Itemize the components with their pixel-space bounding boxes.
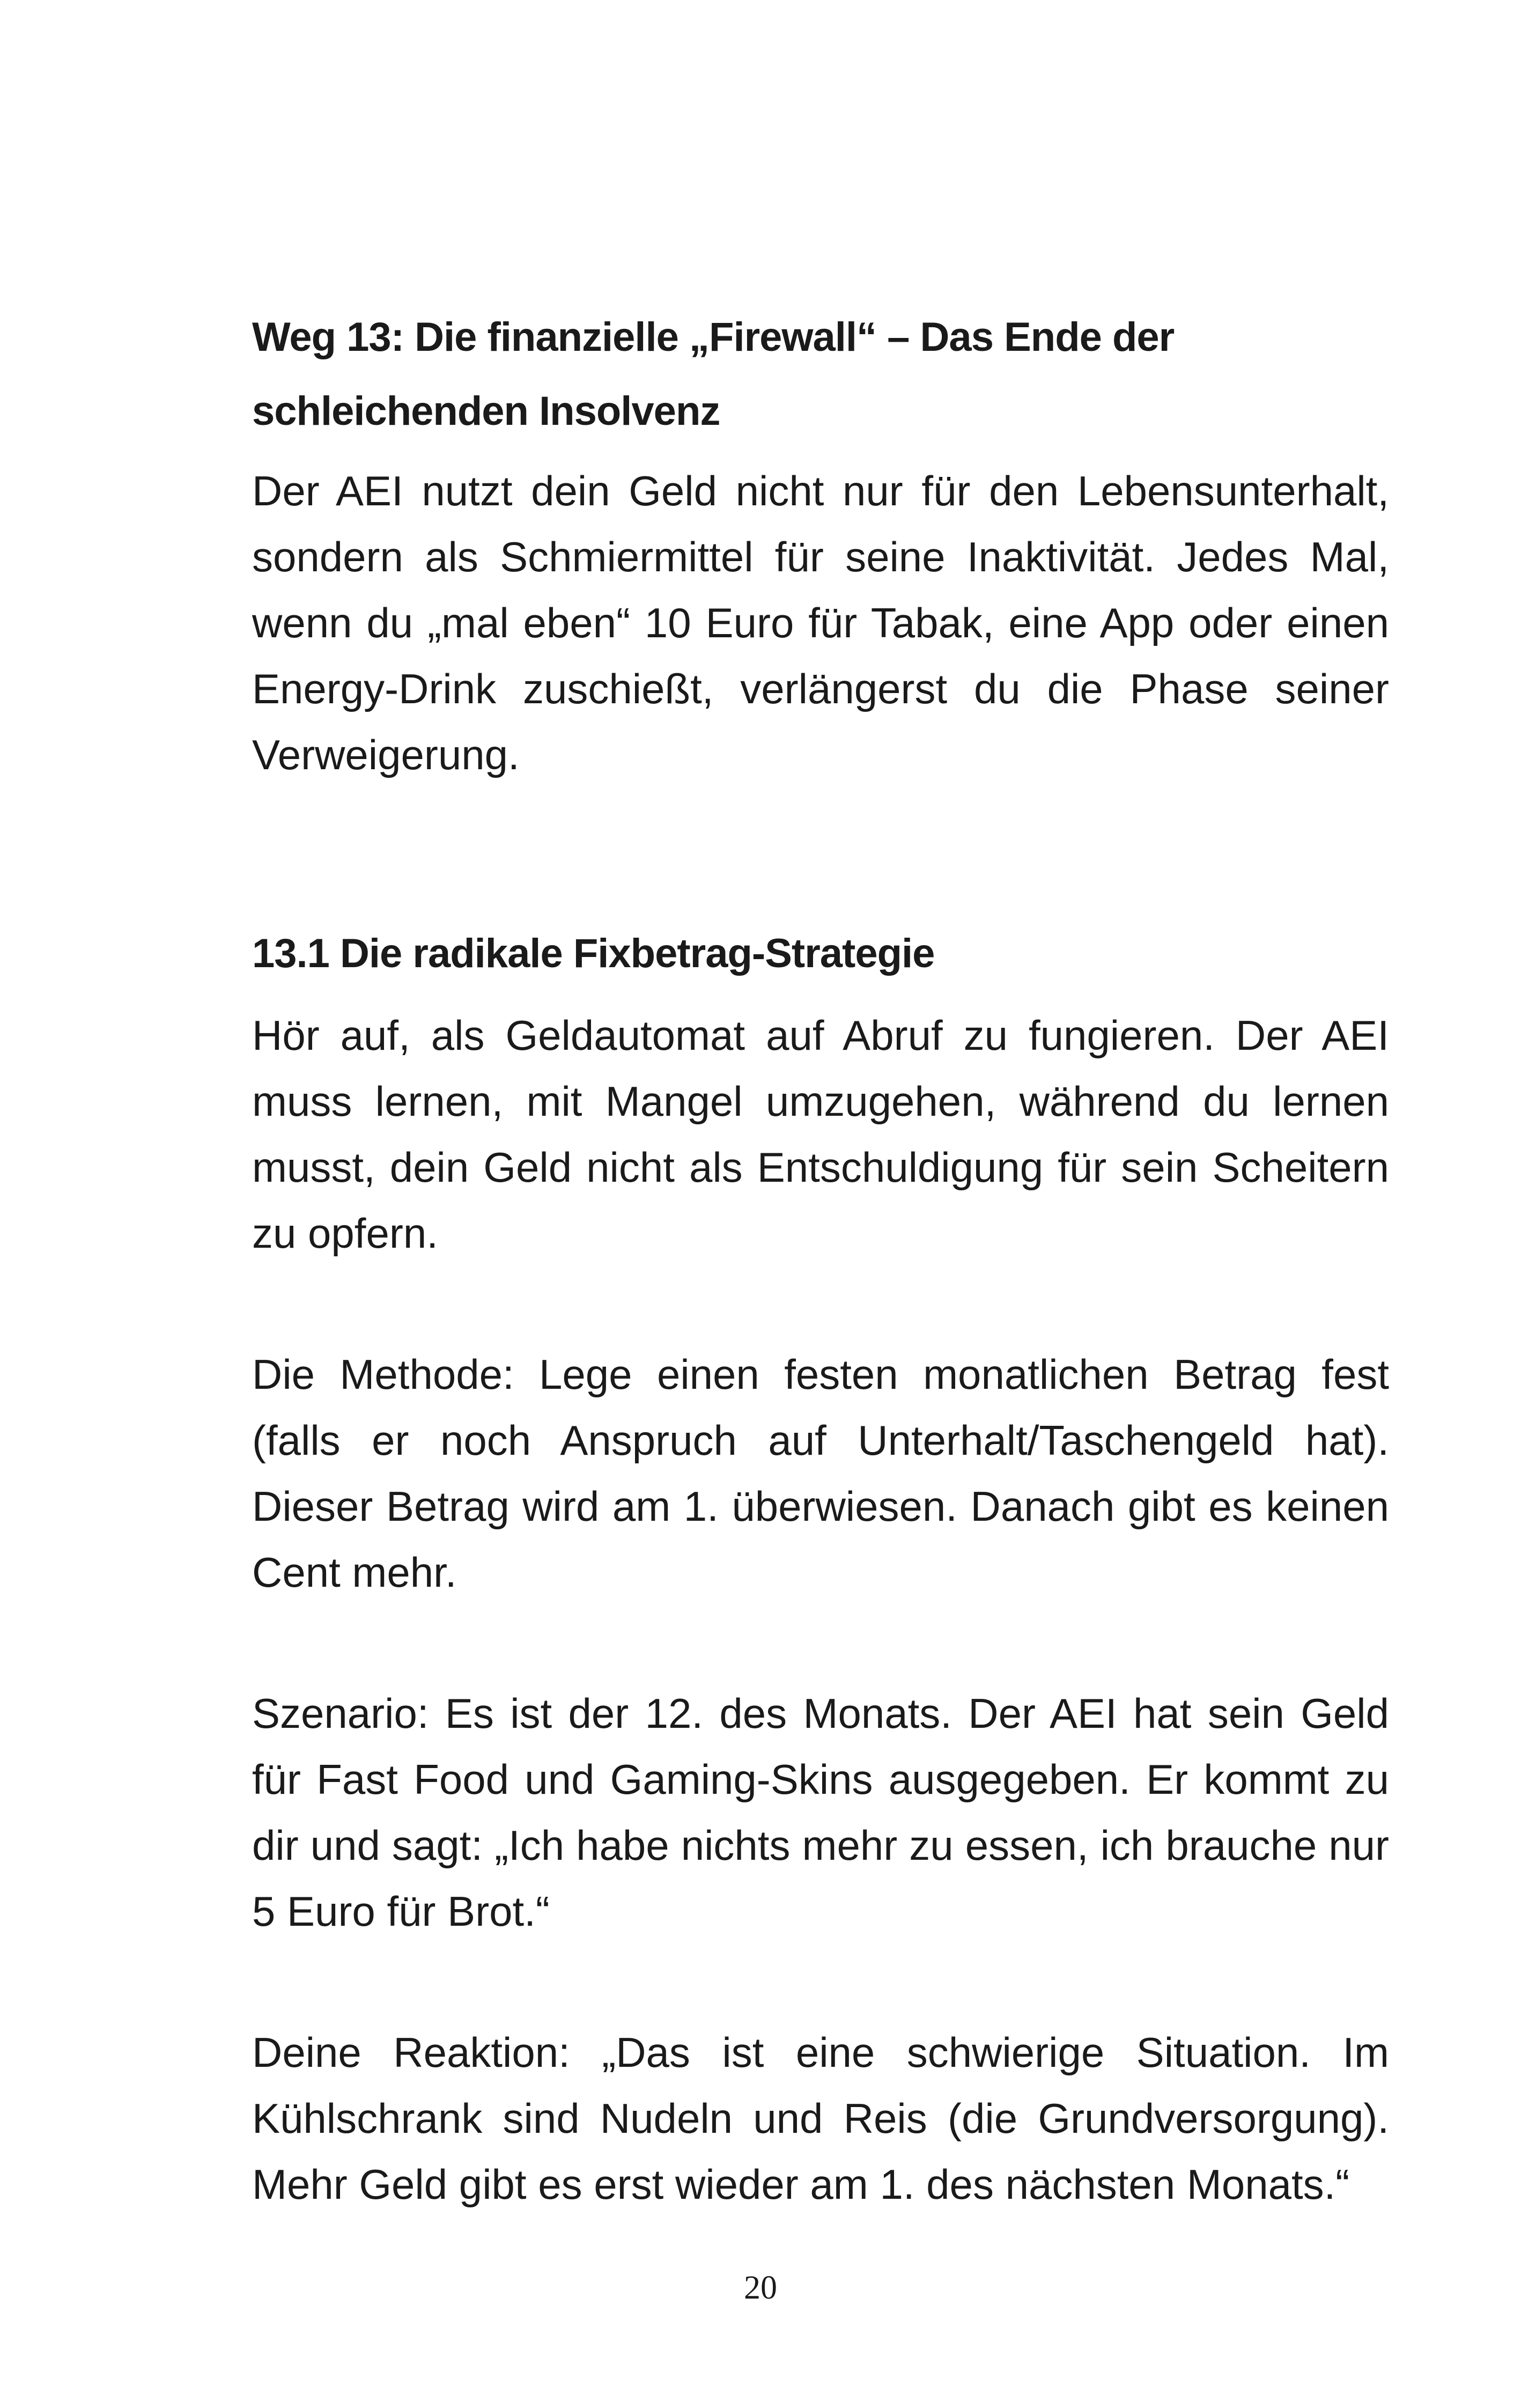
paragraph-geldautomat: Hör auf, als Geldautomat auf Abruf zu fungieren. Der AEI muss lernen, mit Mangel umzugehen, während du lernen musst, dein Geld nicht als Entschuldigung für sein Scheitern zu opfern. xyxy=(252,1012,1389,1257)
subsection-heading: 13.1 Die radikale Fixbetrag-Strategie xyxy=(252,931,935,976)
page-content xyxy=(252,300,1389,2218)
paragraph-reaktion: Deine Reaktion: „Das ist eine schwierige Situation. Im Kühlschrank sind Nudeln und Reis (die Grundversorgung). Mehr Geld gibt es erst wieder am 1. des nächsten Monats.“ xyxy=(252,2029,1389,2208)
paragraph-methode: Die Methode: Lege einen festen monatlichen Betrag fest (falls er noch Anspruch auf Unterhalt/Taschengeld hat). Dieser Betrag wird am 1. überwiesen. Danach gibt es keinen Cent mehr. xyxy=(252,1351,1389,1596)
paragraph-szenario: Szenario: Es ist der 12. des Monats. Der AEI hat sein Geld für Fast Food und Gaming-Skins ausgegeben. Er kommt zu dir und sagt: „Ich habe nichts mehr zu essen, ich brauche nur 5 Euro für Brot.“ xyxy=(252,1690,1389,1935)
section-heading: Weg 13: Die finanzielle „Firewall“ – Das Ende der schleichenden Insolvenz xyxy=(252,314,1175,434)
page-number: 20 xyxy=(744,2270,777,2306)
section-intro-paragraph: Der AEI nutzt dein Geld nicht nur für den Lebensunterhalt, sondern als Schmiermittel für seine Inaktivität. Jedes Mal, wenn du „mal eben“ 10 Euro für Tabak, eine App oder einen Energy-Drink zuschießt, verlängerst du die Phase seiner Verweigerung. xyxy=(252,467,1389,778)
